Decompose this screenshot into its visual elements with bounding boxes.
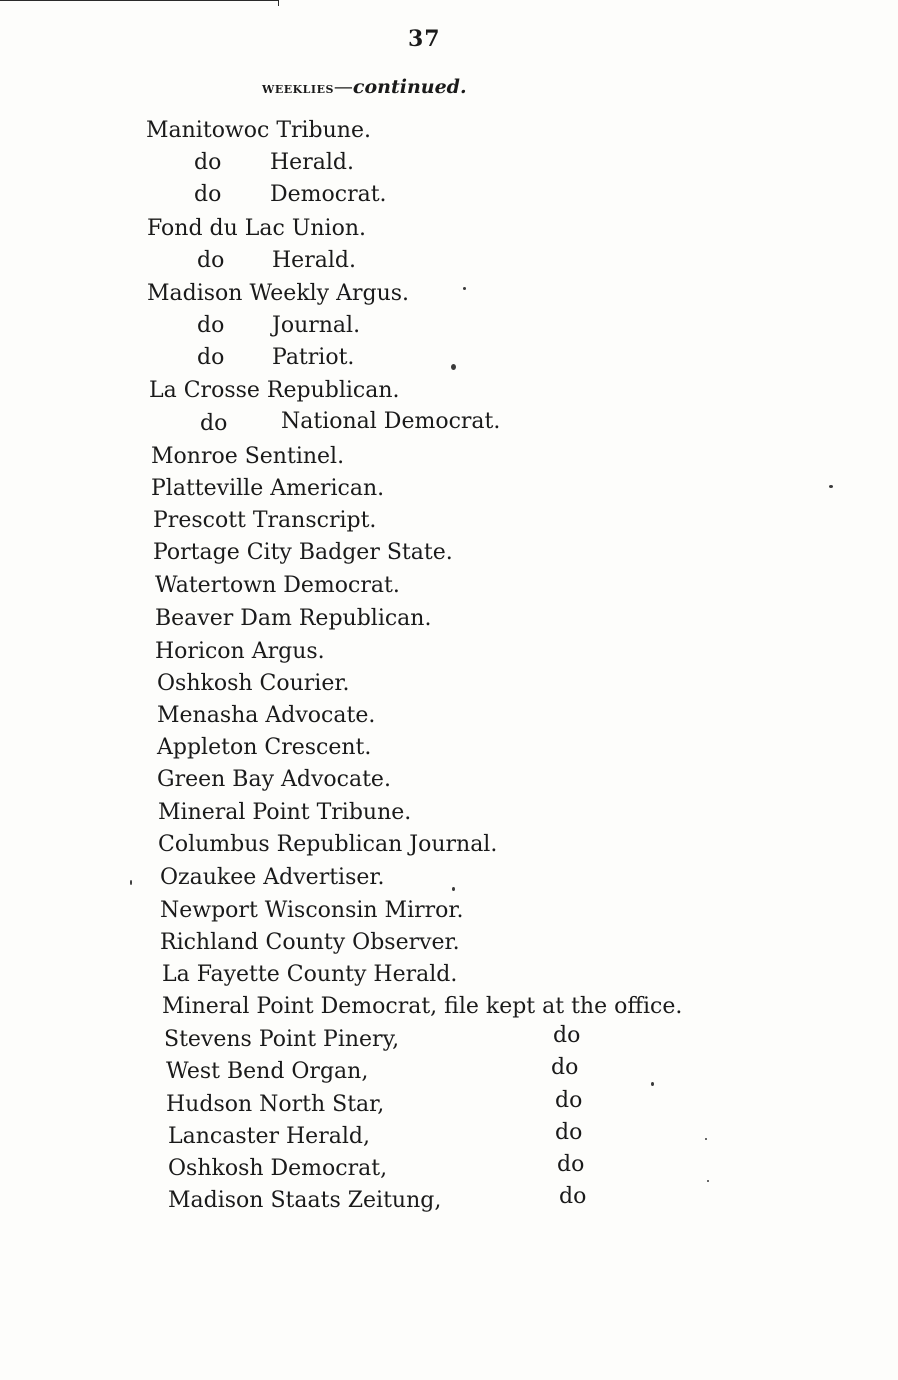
- list-item: La Fayette County Herald.: [162, 962, 458, 987]
- ditto-mark: do: [557, 1152, 585, 1177]
- list-item: Ozaukee Advertiser.: [160, 865, 385, 890]
- list-item: Prescott Transcript.: [153, 508, 377, 533]
- list-item: Mineral Point Democrat, file kept at the office.: [162, 994, 683, 1019]
- ditto-mark: do: [197, 345, 225, 370]
- ditto-mark: do: [197, 313, 225, 338]
- list-item: Portage City Badger State.: [153, 540, 453, 565]
- list-item: Lancaster Herald,: [168, 1124, 370, 1149]
- list-item: Columbus Republican Journal.: [158, 832, 498, 857]
- list-item: Oshkosh Courier.: [157, 671, 350, 696]
- list-item: Green Bay Advocate.: [157, 767, 391, 792]
- list-item: Herald.: [270, 150, 354, 175]
- running-head-section: weeklies: [262, 78, 334, 97]
- ink-speck: [651, 1082, 654, 1086]
- ink-speck: [452, 887, 455, 891]
- ink-speck: [705, 1138, 707, 1140]
- list-item: Mineral Point Tribune.: [158, 800, 412, 825]
- running-head-continued: continued.: [352, 76, 467, 98]
- list-item: Beaver Dam Republican.: [155, 606, 432, 631]
- ink-speck: [707, 1180, 709, 1182]
- ditto-mark: do: [200, 411, 228, 436]
- ditto-mark: do: [194, 182, 222, 207]
- ditto-mark: do: [551, 1055, 579, 1080]
- list-item: Journal.: [272, 313, 361, 338]
- page-number: 37: [408, 26, 441, 52]
- list-item: Menasha Advocate.: [157, 703, 376, 728]
- ink-speck: [829, 485, 833, 488]
- list-item: Platteville American.: [151, 476, 385, 501]
- list-item: Appleton Crescent.: [157, 735, 372, 760]
- list-item: National Democrat.: [281, 409, 501, 434]
- ditto-mark: do: [555, 1120, 583, 1145]
- list-item: Herald.: [272, 248, 356, 273]
- ditto-mark: do: [553, 1023, 581, 1048]
- list-item: Manitowoc Tribune.: [146, 118, 371, 143]
- list-item: West Bend Organ,: [166, 1059, 369, 1084]
- ink-speck: [463, 287, 466, 290]
- list-item: Watertown Democrat.: [155, 573, 400, 598]
- list-item: Stevens Point Pinery,: [164, 1027, 400, 1052]
- ditto-mark: do: [555, 1088, 583, 1113]
- list-item: Patriot.: [272, 345, 355, 370]
- list-item: Horicon Argus.: [155, 639, 325, 664]
- list-item: Monroe Sentinel.: [151, 444, 345, 469]
- ditto-mark: do: [559, 1184, 587, 1209]
- ditto-mark: do: [197, 248, 225, 273]
- running-head-dash: —: [333, 76, 353, 98]
- list-item: Madison Staats Zeitung,: [168, 1188, 442, 1213]
- list-item: La Crosse Republican.: [149, 378, 400, 403]
- list-item: Hudson North Star,: [166, 1092, 385, 1117]
- running-head: [262, 76, 467, 98]
- list-item: Democrat.: [270, 182, 387, 207]
- ditto-mark: do: [194, 150, 222, 175]
- ink-speck: [130, 880, 132, 885]
- list-item: Richland County Observer.: [160, 930, 460, 955]
- list-item: Newport Wisconsin Mirror.: [160, 898, 464, 923]
- list-item: Fond du Lac Union.: [147, 216, 366, 241]
- list-item: Madison Weekly Argus.: [147, 281, 410, 306]
- ink-speck: [451, 364, 456, 370]
- top-rule: [0, 0, 279, 6]
- list-item: Oshkosh Democrat,: [168, 1156, 388, 1181]
